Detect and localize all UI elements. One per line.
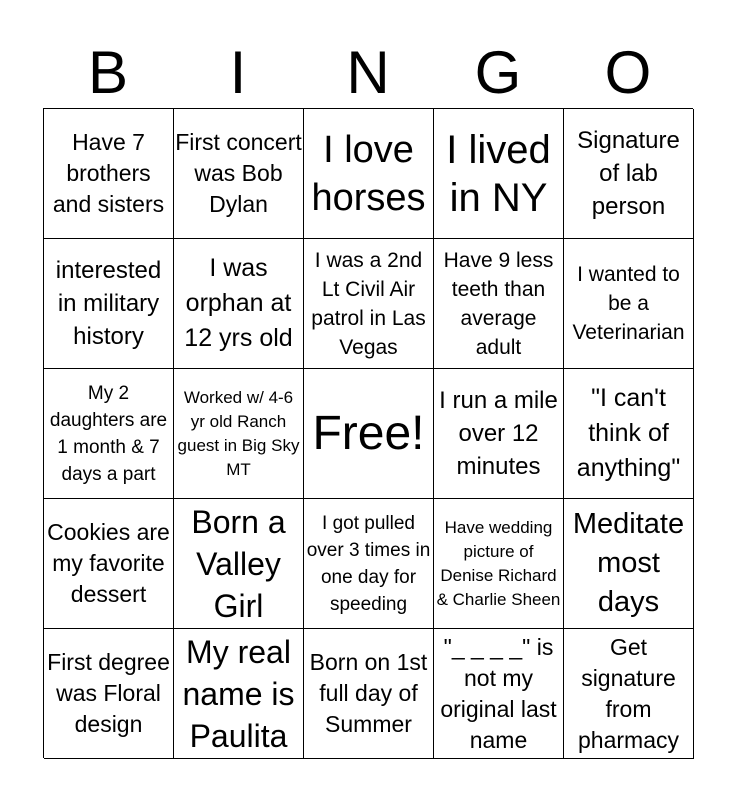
cell-text: Cookies are my favorite dessert xyxy=(47,519,170,607)
free-space-text: Free! xyxy=(312,406,425,460)
cell-text: I run a mile over 12 minutes xyxy=(439,387,558,480)
header-letter-b: B xyxy=(87,39,129,106)
cell-text: Have 9 less teeth than average adult xyxy=(443,248,554,359)
cell-text: My real name is Paulita xyxy=(182,633,295,754)
bingo-cell-r5c5[interactable] xyxy=(564,629,694,759)
cell-text: "I can't think of anything" xyxy=(576,384,681,482)
header-letter-o: O xyxy=(604,39,652,106)
cell-text: I lived in NY xyxy=(446,127,551,220)
bingo-cell-r2c4[interactable] xyxy=(434,239,564,369)
bingo-cell-r4c2[interactable] xyxy=(174,499,304,629)
bingo-cell-r1c3[interactable] xyxy=(304,109,434,239)
bingo-cell-r3c2[interactable] xyxy=(174,369,304,499)
bingo-cell-r4c4[interactable] xyxy=(434,499,564,629)
bingo-cell-r2c1[interactable] xyxy=(44,239,174,369)
cell-text: I wanted to be a Veterinarian xyxy=(572,263,685,344)
header-letter-n: N xyxy=(346,39,390,106)
cell-text: I was orphan at 12 yrs old xyxy=(184,254,293,352)
cell-text: I love horses xyxy=(311,128,426,219)
bingo-cell-r3c1[interactable] xyxy=(44,369,174,499)
bingo-cell-r1c4[interactable] xyxy=(434,109,564,239)
bingo-cell-r1c1[interactable] xyxy=(44,109,174,239)
bingo-cell-r5c2[interactable] xyxy=(174,629,304,759)
bingo-board xyxy=(43,108,693,758)
bingo-cell-r2c5[interactable] xyxy=(564,239,694,369)
bingo-cell-r5c1[interactable] xyxy=(44,629,174,759)
bingo-cell-r4c1[interactable] xyxy=(44,499,174,629)
cell-text: Signature of lab person xyxy=(577,127,680,220)
header-letter-g: G xyxy=(474,39,522,106)
cell-text: First concert was Bob Dylan xyxy=(175,129,302,217)
bingo-cell-r4c3[interactable] xyxy=(304,499,434,629)
cell-text: Worked w/ 4-6 yr old Ranch guest in Big Sky MT xyxy=(177,387,300,479)
bingo-cell-r2c2[interactable] xyxy=(174,239,304,369)
cell-text: "_ _ _ _" is not my original last name xyxy=(440,633,557,753)
header-letter-i: I xyxy=(229,39,247,106)
bingo-cell-r1c5[interactable] xyxy=(564,109,694,239)
cell-text: First degree was Floral design xyxy=(47,649,170,737)
bingo-cell-r5c3[interactable] xyxy=(304,629,434,759)
cell-text: I was a 2nd Lt Civil Air patrol in Las Vegas xyxy=(311,248,426,359)
cell-text: Meditate most days xyxy=(572,508,685,618)
cell-text: Born on 1st full day of Summer xyxy=(309,649,428,737)
bingo-header xyxy=(43,38,693,108)
cell-text: Have 7 brothers and sisters xyxy=(52,129,165,217)
bingo-cell-r2c3[interactable] xyxy=(304,239,434,369)
cell-text: interested in military history xyxy=(55,257,162,350)
bingo-cell-r5c4[interactable] xyxy=(434,629,564,759)
cell-text: Born a Valley Girl xyxy=(191,503,286,624)
bingo-cell-r3c5[interactable] xyxy=(564,369,694,499)
bingo-cell-r4c5[interactable] xyxy=(564,499,694,629)
cell-text: My 2 daughters are 1 month & 7 days a part xyxy=(49,382,168,485)
bingo-cell-r3c4[interactable] xyxy=(434,369,564,499)
cell-text: I got pulled over 3 times in one day for speeding xyxy=(306,512,431,615)
bingo-cell-free[interactable] xyxy=(304,369,434,499)
cell-text: Have wedding picture of Denise Richard & Charlie Sheen xyxy=(436,517,561,609)
cell-text: Get signature from pharmacy xyxy=(578,633,679,753)
bingo-cell-r1c2[interactable] xyxy=(174,109,304,239)
